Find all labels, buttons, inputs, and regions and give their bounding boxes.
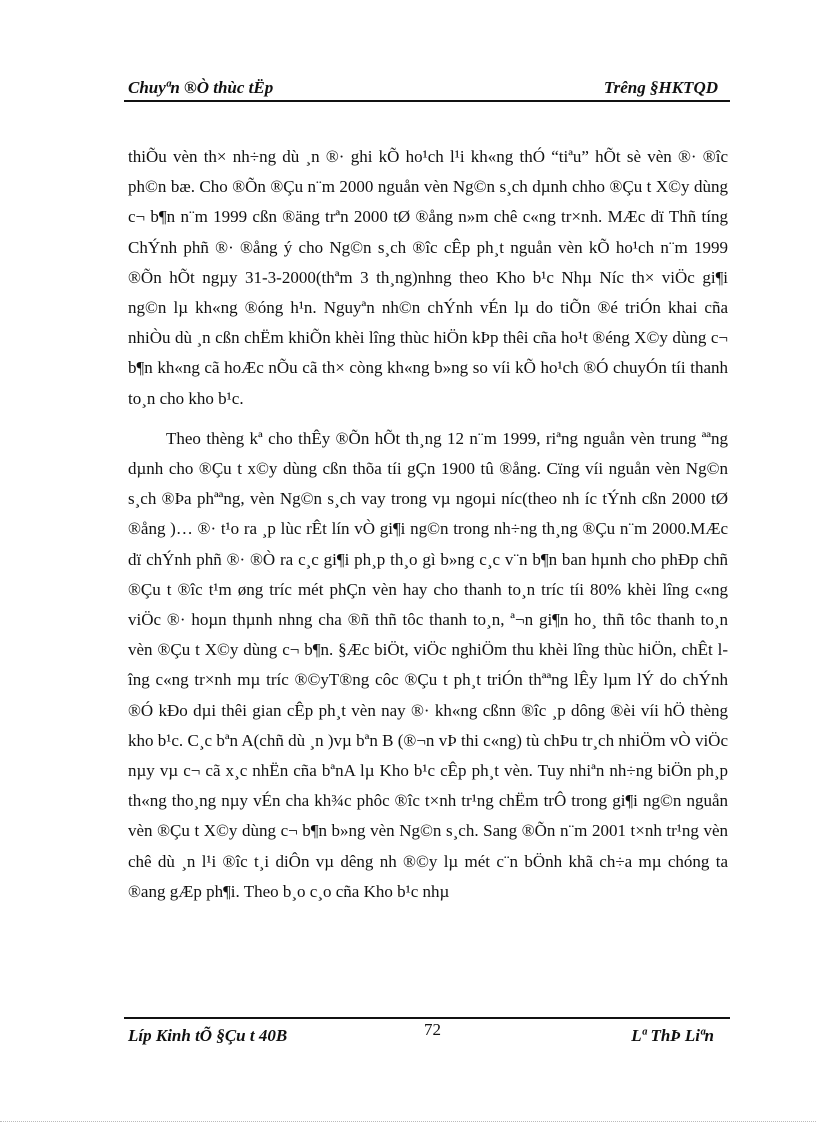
paragraph-1: thiÕu vèn th× nh÷ng dù ¸n ®· ghi kÕ ho¹ch l¹i kh«ng thÓ “tiªu” hÕt sè vèn ®· ®îc ph©n bæ. Cho ®Õn ®Çu n¨m 2000 nguån vèn Ng©n s¸ch dµnh chho ®Çu t X©y dùng c¬ b¶n n¨m 1999 cßn ®äng trªn 2000 tØ ®ång n»m chê c«ng tr×nh. MÆc dï Thñ tíng ChÝnh phñ ®· ®ång ý cho Ng©n s¸ch ®îc cÊp ph¸t nguån vèn kÕ ho¹ch n¨m 1999 ®Õn hÕt ngµy 31-3-2000(thªm 3 th¸ng)nhng theo Kho b¹c Nhµ Níc th× viÖc gi¶i ng©n lµ kh«ng ®óng h¹n. Nguyªn nh©n chÝnh vÉn lµ do tiÕn ®é triÓn khai cña nhiÒu dù ¸n cßn chËm khiÕn khèi lîng thùc hiÖn kÞp thêi cña ho¹t ®éng X©y dùng c¬ b¶n kh«ng cã hoÆc nÕu cã th× còng kh«ng b»ng so víi kÕ ho¹ch ®Ó chuyÓn tíi thanh to¸n cho kho b¹c. [128,147,728,408]
page-footer [128,1020,728,1048]
page-number: 72 [424,1020,441,1039]
footer-divider [124,1017,730,1019]
footer-class: Líp Kinh tÕ §Çu t 40B [128,1026,288,1045]
footer-author: Lª ThÞ Liªn [631,1026,714,1045]
page-edge-divider [0,1121,816,1122]
header-title: Chuyªn ®Ò thùc tËp [128,78,274,97]
header-divider [124,100,730,102]
page-header [128,78,728,100]
paragraph-2: Theo thèng kª cho thÊy ®Õn hÕt th¸ng 12 n¨m 1999, riªng nguån vèn trung ªªng dµnh cho ®Çu t x©y dùng cßn thõa tíi gÇn 1900 tû ®ång. Cïng víi nguån vèn Ng©n s¸ch ®Þa phªªng, vèn Ng©n s¸ch vay trong vµ ngoµi níc(theo nh íc tÝnh cßn 2000 tØ ®ång )… ®· t¹o ra ¸p lùc rÊt lín vÒ gi¶i ng©n trong nh÷ng th¸ng ®Çu n¨m 2000.MÆc dï chÝnh phñ ®· ®Ò ra c¸c gi¶i ph¸p th¸o gì b»ng c¸c v¨n b¶n ban hµnh cho phÐp chñ ®Çu t ®îc t¹m øng tríc mét phÇn vèn hay cho thanh to¸n tríc tíi 80% khèi lîng c«ng viÖc ®· hoµn thµnh nhng cha ®ñ thñ tôc thanh to¸n, ª¬n gi¶n ho¸ thñ tôc thanh to¸n vèn ®Çu t X©y dùng c¬ b¶n. §Æc biÖt, viÖc nghiÖm thu khèi lîng thùc hiÖn, chÊt lîng c«ng tr×nh mµ tríc ®©yT®ng côc ®Çu t ph¸t triÓn thªªng lÊy lµm lÝ do chÝnh ®Ó kÐo dµi thêi gian cÊp ph¸t vèn nay ®· kh«ng cßnn ®îc ¸p dông ®èi víi hÖ thèng kho b¹c. C¸c bªn A(chñ dù ¸n )vµ bªn B (®¬n vÞ thi c«ng) tù chÞu tr¸ch nhiÖm vÒ viÖc nµy vµ c¬ cã x¸c nhËn cña bªnA lµ Kho b¹c cÊp ph¸t vèn. Tuy nhiªn nh÷ng biÖn ph¸p th«ng tho¸ng nµy vÉn cha kh¾c phôc ®îc t×nh tr¹ng chËm trÔ trong gi¶i ng©n nguån vèn ®Çu t X©y dùng c¬ b¶n b»ng vèn Ng©n s¸ch. Sang ®Õn n¨m 2001 t×nh tr¹ng vèn chê dù ¸n l¹i ®îc t¸i diÔn vµ dêng nh ®©y lµ mét c¨n bÖnh khã ch÷a mµ chóng ta ®ang gÆp ph¶i. Theo b¸o c¸o cña Kho b¹c nhµ [128,428,728,901]
document-body [128,142,728,907]
header-school: Trêng §HKTQD [603,78,718,97]
